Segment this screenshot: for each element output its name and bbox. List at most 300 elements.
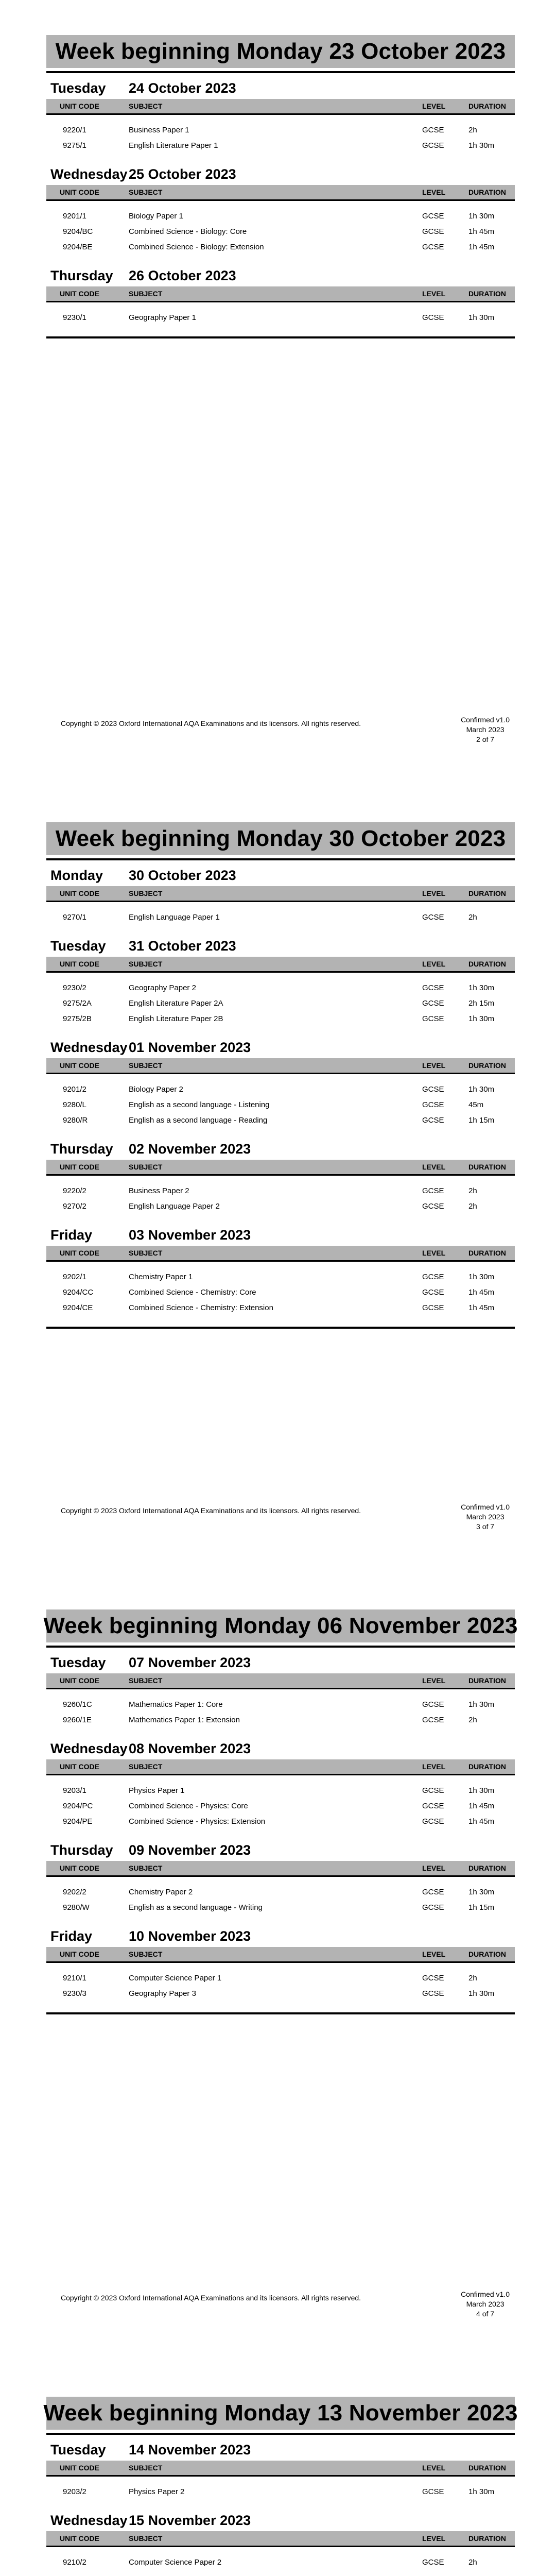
duration: 1h 30m [468,211,495,221]
col-duration: DURATION [468,290,506,298]
exam-row [46,1697,515,1712]
subject: Business Paper 1 [129,125,189,134]
col-unit-code: UNIT CODE [60,102,99,110]
exam-row [46,1269,515,1284]
level: GCSE [422,1817,444,1826]
column-header [46,1759,515,1775]
day-name: Tuesday [50,938,106,954]
duration: 1h 45m [468,242,495,251]
version-label: Confirmed v1.0 [461,716,510,724]
col-duration: DURATION [468,1061,506,1070]
level: GCSE [422,1303,444,1312]
col-subject: SUBJECT [129,290,163,298]
exam-rows [46,302,515,327]
col-unit-code: UNIT CODE [60,188,99,196]
day-list [46,80,515,327]
exam-rows [46,1963,515,2003]
exam-day [46,1040,515,1130]
unit-code: 9204/BE [63,242,93,251]
col-unit-code: UNIT CODE [60,1249,99,1257]
exam-row [46,310,515,325]
duration: 1h 45m [468,1287,495,1297]
day-date: 08 November 2023 [129,1741,251,1756]
day-date: 25 October 2023 [129,166,236,182]
copyright-text: Copyright © 2023 Oxford International AQA Examinations and its licensors. All rights reserved. [61,2294,361,2302]
level: GCSE [422,1084,444,1094]
subject: Combined Science - Biology: Extension [129,242,264,251]
unit-code: 9204/CC [63,1287,94,1297]
col-level: LEVEL [422,2534,446,2543]
timetable-page [0,1574,556,2362]
duration: 1h 45m [468,1801,495,1810]
day-name: Tuesday [50,80,106,96]
exam-day [46,166,515,257]
column-header [46,286,515,302]
level: GCSE [422,1287,444,1297]
column-header [46,1947,515,1963]
unit-code: 9230/2 [63,983,86,992]
page-footer [46,715,515,744]
col-subject: SUBJECT [129,960,163,968]
exam-row [46,1081,515,1097]
day-name: Friday [50,1928,93,1944]
exam-day [46,1928,515,2003]
col-unit-code: UNIT CODE [60,960,99,968]
exam-day [46,1842,515,1917]
level: GCSE [422,1014,444,1023]
exam-row [46,995,515,1011]
subject: English Literature Paper 2B [129,1014,223,1023]
duration: 1h 45m [468,1817,495,1826]
column-header [46,1673,515,1689]
subject: Combined Science - Chemistry: Core [129,1287,256,1297]
subject: Physics Paper 1 [129,1786,185,1795]
day-name: Friday [50,1227,93,1243]
duration: 1h 30m [468,1786,495,1795]
col-subject: SUBJECT [129,1950,163,1958]
exam-rows [46,902,515,927]
duration: 2h [468,912,477,922]
unit-code: 9203/2 [63,2487,86,2496]
duration: 1h 30m [468,1014,495,1023]
subject: Business Paper 2 [129,1186,189,1195]
exam-row [46,1798,515,1814]
level: GCSE [422,1887,444,1896]
day-name: Thursday [50,268,113,283]
col-unit-code: UNIT CODE [60,1950,99,1958]
day-heading [46,268,515,286]
col-unit-code: UNIT CODE [60,290,99,298]
subject: English Literature Paper 1 [129,141,218,150]
exam-row [46,1884,515,1900]
duration: 1h 45m [468,227,495,236]
version-info [461,715,515,744]
duration: 2h [468,2557,477,2567]
col-unit-code: UNIT CODE [60,1676,99,1685]
subject: Geography Paper 2 [129,983,196,992]
col-level: LEVEL [422,1249,446,1257]
day-heading [46,1655,515,1673]
unit-code: 9230/1 [63,313,86,322]
col-subject: SUBJECT [129,889,163,897]
duration: 1h 30m [468,983,495,992]
col-subject: SUBJECT [129,1676,163,1685]
column-header [46,1246,515,1262]
exam-row [46,208,515,224]
col-subject: SUBJECT [129,2534,163,2543]
day-name: Thursday [50,1141,113,1157]
duration: 2h [468,1186,477,1195]
day-name: Monday [50,868,103,883]
col-level: LEVEL [422,290,446,298]
col-duration: DURATION [468,1950,506,1958]
exam-row [46,1097,515,1112]
exam-day [46,1141,515,1216]
exam-row [46,2484,515,2499]
subject: English as a second language - Reading [129,1115,268,1125]
subject: Biology Paper 2 [129,1084,183,1094]
duration: 1h 30m [468,1887,495,1896]
col-duration: DURATION [468,1163,506,1171]
exam-row [46,1183,515,1198]
day-heading [46,1141,515,1160]
version-date: March 2023 [466,1513,505,1521]
day-heading [46,1928,515,1947]
level: GCSE [422,983,444,992]
unit-code: 9203/1 [63,1786,86,1795]
day-list [46,868,515,1317]
unit-code: 9280/R [63,1115,88,1125]
unit-code: 9204/BC [63,227,93,236]
column-header [46,1058,515,1074]
unit-code: 9201/1 [63,211,86,221]
col-subject: SUBJECT [129,2464,163,2472]
col-level: LEVEL [422,188,446,196]
subject: Chemistry Paper 1 [129,1272,193,1281]
unit-code: 9201/2 [63,1084,86,1094]
level: GCSE [422,998,444,1008]
level: GCSE [422,313,444,322]
exam-row [46,224,515,239]
col-level: LEVEL [422,960,446,968]
unit-code: 9204/CE [63,1303,93,1312]
level: GCSE [422,1186,444,1195]
column-header [46,957,515,973]
level: GCSE [422,2557,444,2567]
unit-code: 9210/1 [63,1973,86,1982]
col-duration: DURATION [468,1864,506,1872]
column-header [46,2531,515,2547]
exam-rows [46,1775,515,1831]
exam-row [46,1300,515,1315]
level: GCSE [422,1801,444,1810]
unit-code: 9275/2A [63,998,92,1008]
day-name: Tuesday [50,1655,106,1670]
exam-rows [46,1877,515,1917]
exam-row [46,1198,515,1214]
subject: English Literature Paper 2A [129,998,223,1008]
exam-day [46,1655,515,1730]
exam-rows [46,2547,515,2572]
col-duration: DURATION [468,960,506,968]
day-heading [46,1842,515,1861]
duration: 1h 30m [468,1989,495,1998]
subject: Physics Paper 2 [129,2487,185,2496]
subject: Combined Science - Physics: Core [129,1801,248,1810]
exam-rows [46,115,515,155]
duration: 1h 30m [468,1700,495,1709]
col-level: LEVEL [422,102,446,110]
day-date: 30 October 2023 [129,868,236,883]
unit-code: 9210/2 [63,2557,86,2567]
col-subject: SUBJECT [129,188,163,196]
subject: Computer Science Paper 1 [129,1973,222,1982]
col-unit-code: UNIT CODE [60,2464,99,2472]
day-heading [46,868,515,886]
col-level: LEVEL [422,1950,446,1958]
day-date: 02 November 2023 [129,1141,251,1157]
duration: 1h 45m [468,1303,495,1312]
day-heading [46,166,515,185]
unit-code: 9270/1 [63,912,86,922]
unit-code: 9275/1 [63,141,86,150]
version-label: Confirmed v1.0 [461,1503,510,1511]
col-duration: DURATION [468,188,506,196]
end-rule [46,1327,515,1329]
subject: Geography Paper 1 [129,313,196,322]
exam-row [46,122,515,138]
day-name: Wednesday [50,1040,128,1055]
day-list [46,1655,515,2003]
day-date: 24 October 2023 [129,80,236,96]
timetable-page [0,787,556,1574]
copyright-text: Copyright © 2023 Oxford International AQA Examinations and its licensors. All rights reserved. [61,1506,361,1515]
exam-row [46,1986,515,2001]
col-duration: DURATION [468,2534,506,2543]
duration: 1h 30m [468,313,495,322]
col-duration: DURATION [468,102,506,110]
col-unit-code: UNIT CODE [60,2534,99,2543]
duration: 2h 15m [468,998,495,1008]
end-rule [46,336,515,338]
exam-day [46,938,515,1028]
col-level: LEVEL [422,889,446,897]
unit-code: 9220/1 [63,125,86,134]
duration: 1h 30m [468,141,495,150]
exam-rows [46,201,515,257]
week-title: Week beginning Monday 30 October 2023 [46,822,515,855]
exam-rows [46,1074,515,1130]
col-subject: SUBJECT [129,102,163,110]
col-level: LEVEL [422,1163,446,1171]
title-rule [46,71,515,73]
unit-code: 9260/1E [63,1715,92,1724]
title-rule [46,1646,515,1648]
week-title: Week beginning Monday 23 October 2023 [46,35,515,68]
exam-row [46,1284,515,1300]
unit-code: 9280/W [63,1903,90,1912]
unit-code: 9202/2 [63,1887,86,1896]
level: GCSE [422,141,444,150]
level: GCSE [422,211,444,221]
level: GCSE [422,1272,444,1281]
exam-day [46,2513,515,2572]
col-duration: DURATION [468,2464,506,2472]
duration: 2h [468,1715,477,1724]
week-title: Week beginning Monday 06 November 2023 [46,1609,515,1642]
subject: Mathematics Paper 1: Extension [129,1715,240,1724]
col-duration: DURATION [468,889,506,897]
col-subject: SUBJECT [129,1864,163,1872]
duration: 1h 30m [468,2487,495,2496]
exam-day [46,80,515,155]
subject: Combined Science - Physics: Extension [129,1817,266,1826]
exam-rows [46,1176,515,1216]
column-header [46,99,515,115]
exam-rows [46,1262,515,1317]
unit-code: 9204/PE [63,1817,93,1826]
level: GCSE [422,1989,444,1998]
column-header [46,2461,515,2477]
column-header [46,185,515,201]
end-rule [46,2012,515,2014]
version-label: Confirmed v1.0 [461,2290,510,2298]
day-heading [46,1227,515,1246]
level: GCSE [422,1715,444,1724]
day-heading [46,1040,515,1058]
exam-row [46,909,515,925]
day-name: Wednesday [50,1741,128,1756]
exam-row [46,138,515,153]
page-footer [46,1502,515,1532]
column-header [46,1160,515,1176]
duration: 2h [468,125,477,134]
day-date: 31 October 2023 [129,938,236,954]
subject: Chemistry Paper 2 [129,1887,193,1896]
exam-row [46,239,515,255]
version-date: March 2023 [466,2300,505,2308]
col-subject: SUBJECT [129,1762,163,1771]
col-unit-code: UNIT CODE [60,1864,99,1872]
col-unit-code: UNIT CODE [60,889,99,897]
unit-code: 9260/1C [63,1700,92,1709]
subject: Computer Science Paper 2 [129,2557,222,2567]
exam-row [46,1970,515,1986]
duration: 2h [468,1201,477,1211]
subject: Biology Paper 1 [129,211,183,221]
day-heading [46,1741,515,1759]
day-date: 10 November 2023 [129,1928,251,1944]
col-subject: SUBJECT [129,1163,163,1171]
day-date: 03 November 2023 [129,1227,251,1243]
day-date: 09 November 2023 [129,1842,251,1858]
day-name: Thursday [50,1842,113,1858]
unit-code: 9220/2 [63,1186,86,1195]
day-date: 14 November 2023 [129,2442,251,2458]
exam-row [46,1011,515,1026]
duration: 1h 15m [468,1115,495,1125]
week-title: Week beginning Monday 13 November 2023 [46,2397,515,2430]
day-heading [46,2513,515,2531]
version-date: March 2023 [466,725,505,734]
level: GCSE [422,1786,444,1795]
duration: 45m [468,1100,484,1109]
level: GCSE [422,1973,444,1982]
exam-row [46,1814,515,1829]
day-name: Wednesday [50,2513,128,2528]
level: GCSE [422,125,444,134]
version-info [461,1502,515,1532]
exam-day [46,1741,515,1831]
day-heading [46,2442,515,2461]
col-unit-code: UNIT CODE [60,1762,99,1771]
col-unit-code: UNIT CODE [60,1061,99,1070]
duration: 1h 15m [468,1903,495,1912]
day-name: Wednesday [50,166,128,182]
exam-day [46,2442,515,2501]
unit-code: 9202/1 [63,1272,86,1281]
duration: 1h 30m [468,1084,495,1094]
subject: Combined Science - Chemistry: Extension [129,1303,273,1312]
col-level: LEVEL [422,1762,446,1771]
page-number: 2 of 7 [476,735,495,743]
exam-day [46,268,515,327]
exam-day [46,868,515,927]
col-level: LEVEL [422,1676,446,1685]
level: GCSE [422,1201,444,1211]
exam-row [46,2554,515,2570]
exam-row [46,1900,515,1915]
subject: Geography Paper 3 [129,1989,196,1998]
exam-rows [46,2477,515,2501]
timetable-page [0,2362,556,2576]
day-name: Tuesday [50,2442,106,2458]
day-date: 07 November 2023 [129,1655,251,1670]
level: GCSE [422,1700,444,1709]
col-level: LEVEL [422,1864,446,1872]
subject: English as a second language - Listening [129,1100,270,1109]
exam-row [46,1112,515,1128]
exam-row [46,980,515,995]
column-header [46,1861,515,1877]
level: GCSE [422,1100,444,1109]
page-number: 3 of 7 [476,1522,495,1531]
exam-rows [46,973,515,1028]
col-duration: DURATION [468,1249,506,1257]
unit-code: 9280/L [63,1100,86,1109]
col-level: LEVEL [422,1061,446,1070]
level: GCSE [422,242,444,251]
col-subject: SUBJECT [129,1061,163,1070]
page-footer [46,2290,515,2319]
col-duration: DURATION [468,1762,506,1771]
level: GCSE [422,227,444,236]
title-rule [46,2433,515,2435]
col-subject: SUBJECT [129,1249,163,1257]
subject: English as a second language - Writing [129,1903,263,1912]
day-date: 01 November 2023 [129,1040,251,1055]
level: GCSE [422,2487,444,2496]
level: GCSE [422,912,444,922]
exam-row [46,1783,515,1798]
duration: 1h 30m [468,1272,495,1281]
duration: 2h [468,1973,477,1982]
unit-code: 9270/2 [63,1201,86,1211]
day-date: 15 November 2023 [129,2513,251,2528]
unit-code: 9204/PC [63,1801,93,1810]
copyright-text: Copyright © 2023 Oxford International AQA Examinations and its licensors. All rights reserved. [61,719,361,727]
subject: Mathematics Paper 1: Core [129,1700,223,1709]
